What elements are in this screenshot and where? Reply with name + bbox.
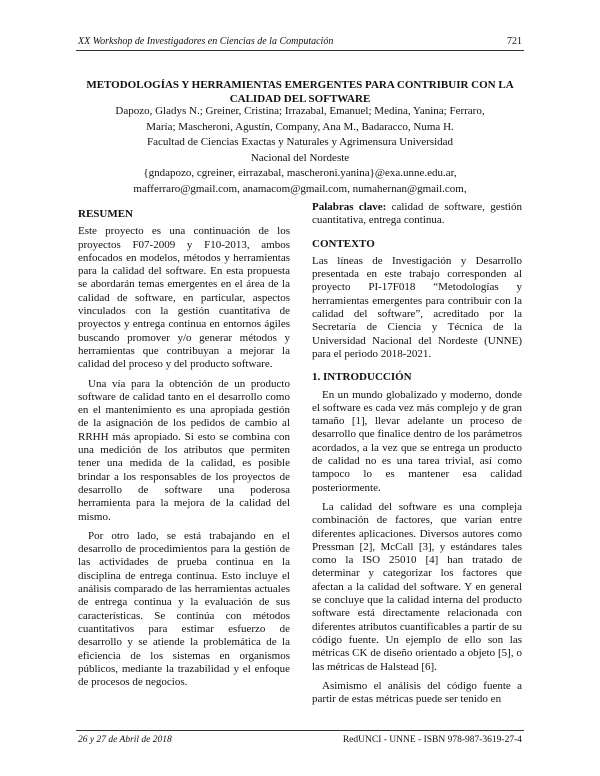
running-header <box>78 36 522 47</box>
footer-date: 26 y 27 de Abril de 2018 <box>78 735 172 745</box>
page-number: 721 <box>507 36 522 47</box>
running-title: XX Workshop de Investigadores en Ciencias de la Computación <box>78 36 334 47</box>
right-column <box>312 201 522 712</box>
intro-paragraph: La calidad del software es una compleja combinación de factores, que varían entre diferentes aplicaciones. Diversos autores como Pressman [2], McCall [3], y estándares tales como la ISO 25010 [4] han tratado de determinar y categorizar los factores que afectan a la calidad del software. Y en general se concluye que la calidad interna del producto software está directamente relacionada con diferentes atributos cuantificables a partir de su código fuente. Un ejemplo de ello son las métricas CK de diseño orientado a objeto [5], o las métricas de Halstead [6]. <box>312 500 522 673</box>
contexto-heading: CONTEXTO <box>312 237 375 250</box>
email-line: {gndapozo, cgreiner, eirrazabal, mascheroni.yanina}@exa.unne.edu.ar, <box>143 167 457 179</box>
keywords-label: Palabras clave: <box>312 201 387 213</box>
resumen-paragraph: Por otro lado, se está trabajando en el desarrollo de procedimientos para la gestión de las actividades de prueba continua en la disciplina de entrega continua. Esto incluye el análisis comparado de las herramientas actuales de entrega continua y la evaluación de sus características. Se continúa con métodos cuantitativos para estimar esfuerzo de desarrollo y se atiende la problemática de la eficiencia de los sistemas en organismos públicos, mediante la trazabilidad y el enfoque de procesos de negocios. <box>78 529 290 689</box>
resumen-paragraph: Una vía para la obtención de un producto software de calidad tanto en el desarrollo como en el mantenimiento es una apropiada gestión de la asignación de los pedidos de cambio al RRHH más apropiado. Si esto se combina con una medición de los atributos que permiten tener una medida de la calidad, es posible brindar a los responsables de los proyectos de desarrollo de software una poderosa herramienta para la mejora de la calidad del mismo. <box>78 377 290 523</box>
author-block <box>78 104 522 197</box>
left-column <box>78 208 290 695</box>
introduccion-heading: 1. INTRODUCCIÓN <box>312 371 412 384</box>
paper-title: METODOLOGÍAS Y HERRAMIENTAS EMERGENTES PARA CONTRIBUIR CON LA CALIDAD DEL SOFTWARE <box>86 79 514 105</box>
intro-paragraph: En un mundo globalizado y moderno, donde el software es cada vez más complejo y de gran tamaño [1], llevar adelante un proceso de desarrollo que finalice dentro de los parámetros acordados, a la vez que se entrega un producto de calidad no es una tarea trivial, así como tampoco lo es mantener esa calidad posteriormente. <box>312 388 522 494</box>
footer-publication: RedUNCI - UNNE - ISBN 978-987-3619-27-4 <box>342 735 522 745</box>
resumen-heading: RESUMEN <box>78 208 134 220</box>
keywords-text: calidad de software, gestión cuantitativa, entrega continua. <box>312 201 522 227</box>
author-line: Dapozo, Gladys N.; Greiner, Cristina; Irrazabal, Emanuel; Medina, Yanina; Ferraro, <box>115 105 485 117</box>
keywords <box>312 201 522 228</box>
email-line: mafferraro@gmail.com, anamacom@gmail.com, numahernan@gmail.com, <box>133 182 467 195</box>
affiliation-line: Nacional del Nordeste <box>250 151 350 164</box>
header-rule <box>76 50 524 51</box>
author-line: María; Mascheroni, Agustín, Company, Ana M., Badaracco, Numa H. <box>146 120 454 133</box>
footer-rule <box>76 730 524 731</box>
contexto-paragraph: Las líneas de Investigación y Desarrollo presentada en este trabajo corresponden al proyecto PI-17F018 “Metodologías y herramientas emergentes para contribuir con la calidad del software”, acreditado por la Secretaría de Ciencia y Técnica de la Universidad Nacional del Nordeste (UNNE) para el periodo 2018-2021. <box>312 254 522 360</box>
resumen-paragraph: Este proyecto es una continuación de los proyectos F07-2009 y F10-2013, ambos enfocados en modelos, métodos y herramientas para la calidad del software. En esta propuesta se abordarán temas emergentes en el área de la calidad de software, en particular, aspectos vinculados con la gestión cuantitativa de proyectos y entrega continua en entornos ágiles buscando promover y/o generar métodos y herramientas que contribuyan a mejorar la calidad del proceso y del producto software. <box>78 225 290 371</box>
affiliation-line: Facultad de Ciencias Exactas y Naturales y Agrimensura Universidad <box>146 136 454 148</box>
page-footer <box>78 735 522 745</box>
intro-paragraph: Asimismo el análisis del código fuente a partir de estas métricas puede ser tenido en <box>312 679 522 706</box>
